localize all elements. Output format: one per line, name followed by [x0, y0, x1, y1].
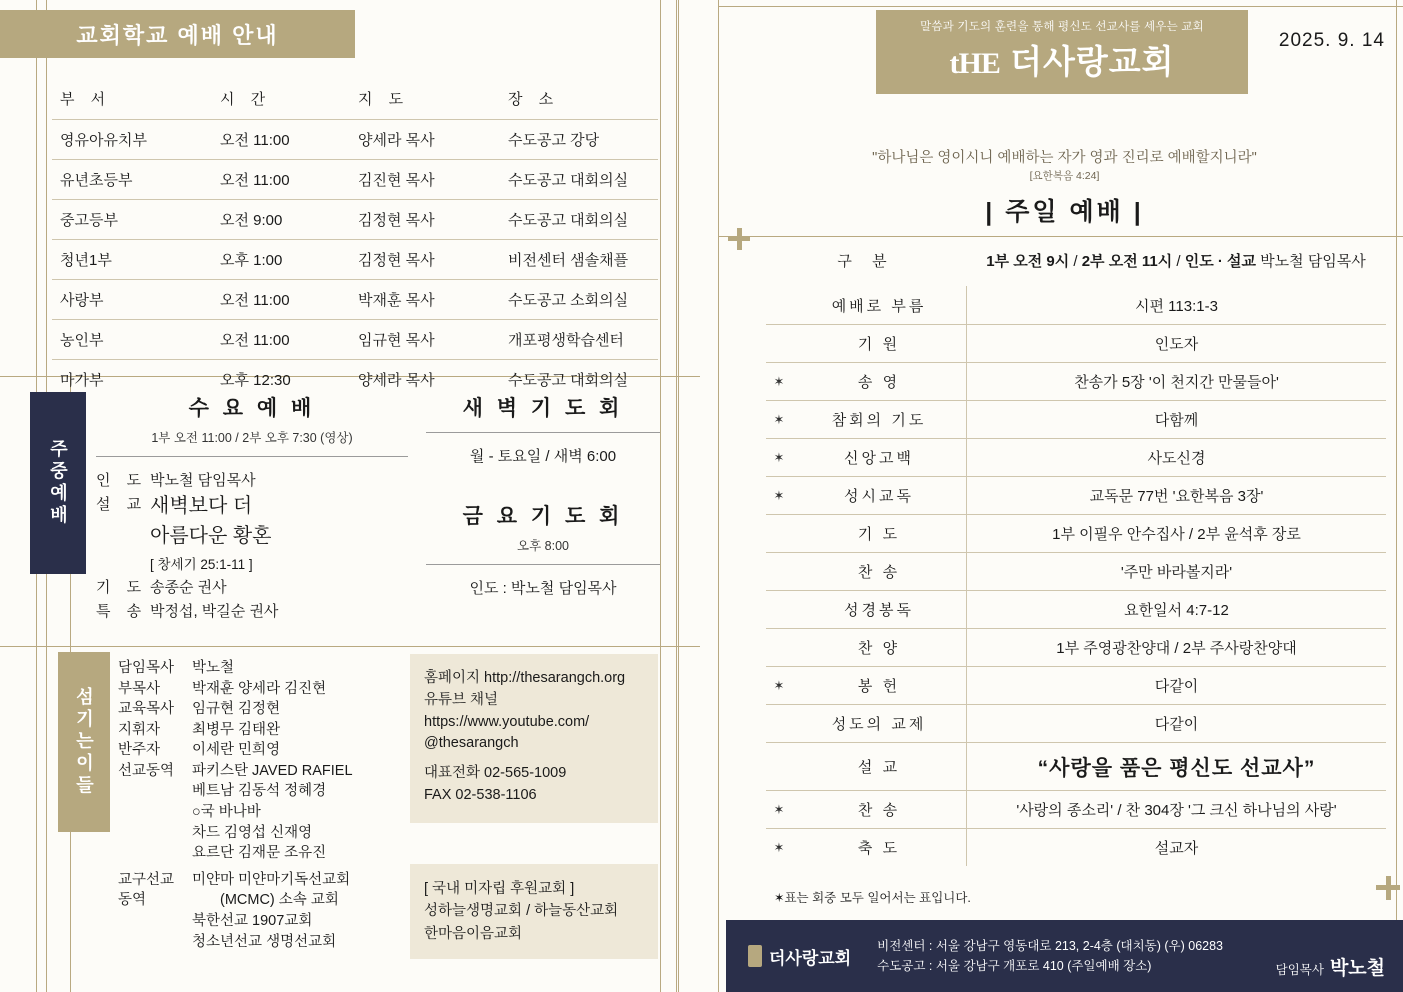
order-row — [766, 400, 1386, 438]
phone-number: 대표전화 02-565-1009 — [424, 765, 567, 781]
sermon-title: “사랑을 품은 평신도 선교사” — [1037, 756, 1316, 780]
cross-logo-icon — [748, 945, 762, 967]
list-item — [118, 761, 408, 782]
staff-role: 선교동역 — [118, 762, 175, 779]
order-label: 축 도 — [857, 840, 901, 857]
table-row — [52, 200, 658, 240]
worship-order-list — [766, 286, 1386, 866]
staff-role: 반주자 — [118, 742, 161, 759]
staff-role: 부목사 — [118, 680, 161, 697]
cell-leader: 임규현 목사 — [332, 320, 482, 360]
cell-place: 수도공고 대회의실 — [482, 200, 658, 240]
footer-pastor — [1276, 953, 1385, 980]
friday-prayer-leader: 인도 : 박노철 담임목사 — [469, 580, 617, 597]
wednesday-sermon-verse: [ 창세기 25:1-11 ] — [150, 557, 253, 572]
weekday-worship-tab: 주중예배 — [30, 392, 86, 574]
col-header-place: 장 소 — [508, 91, 560, 108]
order-value: 시편 113:1-3 — [1135, 297, 1218, 315]
staff-role: 지휘자 — [118, 721, 161, 738]
list-item — [118, 870, 408, 891]
friday-prayer-title: 금 요 기 도 회 — [462, 505, 624, 528]
cell-time: 오전 11:00 — [202, 320, 332, 360]
staff-list — [118, 658, 408, 952]
order-label: 봉 헌 — [857, 678, 901, 695]
staff-names: 박재훈 양세라 김진현 — [192, 680, 327, 697]
support-line-2: 한마음이음교회 — [424, 925, 523, 942]
brand-the-logo: tHE — [949, 47, 1000, 80]
prayer-meetings — [426, 392, 660, 598]
pastor-label: 담임목사 — [1275, 963, 1324, 977]
staff-names: 이세란 민희영 — [192, 742, 281, 759]
standing-marker: ✶ — [773, 801, 785, 817]
wednesday-leader-label: 인 도 — [96, 472, 148, 489]
order-row — [766, 362, 1386, 400]
divider — [426, 564, 660, 565]
wednesday-special-value: 박정섭, 박길순 권사 — [150, 603, 279, 620]
wednesday-leader — [96, 469, 408, 490]
pastor-name: 박노철 — [1329, 958, 1385, 979]
cell-time: 오전 9:00 — [202, 200, 332, 240]
footer-address — [877, 936, 1223, 976]
youtube-label: 유튜브 채널 — [424, 691, 499, 708]
district-value2: (MCMC) 소속 교회 — [220, 892, 339, 909]
cell-time: 오후 1:00 — [202, 240, 332, 280]
mission-partner: 베트남 김동석 정혜경 — [192, 783, 327, 800]
order-value: '사랑의 종소리' / 찬 304장 '그 크신 하나님의 사랑' — [1016, 802, 1337, 819]
list-item — [118, 699, 408, 720]
col-header-dept: 부 서 — [60, 91, 112, 108]
dawn-prayer-time: 월 - 토요일 / 새벽 6:00 — [469, 448, 617, 465]
order-label: 신앙고백 — [844, 450, 914, 467]
order-value: 사도신경 — [1147, 450, 1206, 467]
weekday-worship-block — [96, 392, 660, 640]
district-role: 교구선교 — [118, 871, 175, 888]
sep-1: / — [1069, 253, 1082, 270]
cell-leader: 양세라 목사 — [332, 120, 482, 160]
leader-name: 박노철 담임목사 — [1256, 253, 1366, 270]
divider — [426, 432, 660, 433]
wednesday-prayer-value: 송종순 권사 — [150, 579, 227, 596]
theme-verse: "하나님은 영이시니 예배하는 자가 영과 진리로 예배할지니라" — [872, 150, 1257, 166]
order-value: 1부 이필우 안수집사 / 2부 윤석후 장로 — [1052, 526, 1301, 543]
standing-marker: ✶ — [773, 487, 785, 503]
order-row — [766, 438, 1386, 476]
cell-leader: 김진현 목사 — [332, 160, 482, 200]
wednesday-title: 수 요 예 배 — [188, 397, 316, 420]
mission-partner: 차드 김영섭 신재영 — [192, 824, 313, 841]
order-row-sermon — [766, 742, 1386, 790]
list-item — [118, 890, 408, 911]
wednesday-leader-value: 박노철 담임목사 — [150, 472, 256, 489]
list-item — [118, 679, 408, 700]
cell-dept: 마가부 — [52, 360, 202, 400]
standing-marker: ✶ — [773, 677, 785, 693]
wednesday-sermon — [96, 493, 408, 520]
order-label: 찬 송 — [857, 564, 901, 581]
cell-dept: 사랑부 — [52, 280, 202, 320]
mission-partner: 청소년선교 생명선교회 — [192, 933, 337, 950]
wednesday-sermon-line2: 아름다운 황혼 — [150, 525, 272, 547]
order-value: '주만 바라볼지라' — [1120, 564, 1233, 581]
order-label: 기 도 — [857, 526, 901, 543]
list-item — [118, 720, 408, 741]
standing-marker: ✶ — [773, 839, 785, 855]
staff-role: 담임목사 — [118, 660, 175, 676]
order-value: 설교자 — [1154, 840, 1199, 857]
support-church-box — [410, 864, 658, 959]
order-row — [766, 790, 1386, 828]
table-row — [52, 240, 658, 280]
staff-role: 교육목사 — [118, 701, 175, 718]
wednesday-special-label: 특 송 — [96, 603, 148, 620]
order-value: 다같이 — [1154, 678, 1199, 695]
cell-place: 수도공고 대회의실 — [482, 360, 658, 400]
order-header-category: 구 분 — [837, 253, 895, 270]
friday-prayer-time: 오후 8:00 — [517, 539, 569, 553]
order-row — [766, 552, 1386, 590]
brand-church-name: 더사랑교회 — [1010, 43, 1175, 80]
wednesday-prayer-label: 기 도 — [96, 579, 148, 596]
list-item — [118, 740, 408, 761]
church-brand-banner — [876, 10, 1248, 94]
order-row — [766, 590, 1386, 628]
cell-dept: 농인부 — [52, 320, 202, 360]
wednesday-sermon-line1: 새벽보다 더 — [150, 495, 253, 517]
youtube-url[interactable]: https://www.youtube.com/ — [424, 713, 590, 730]
order-value: 다함께 — [1154, 412, 1199, 429]
bulletin-date: 2025. 9. 14 — [1278, 30, 1385, 51]
service-time-2: 2부 오전 11시 — [1081, 253, 1173, 270]
wednesday-subtitle: 1부 오전 11:00 / 2부 오후 7:30 (영상) — [151, 431, 353, 445]
cell-dept: 중고등부 — [52, 200, 202, 240]
cell-dept: 유년초등부 — [52, 160, 202, 200]
order-value: 찬송가 5장 '이 천지간 만물들아' — [1074, 374, 1279, 391]
cell-place: 수도공고 소회의실 — [482, 280, 658, 320]
service-time-1: 1부 오전 9시 — [986, 253, 1070, 270]
list-item — [118, 658, 408, 679]
table-row — [52, 160, 658, 200]
table-row — [52, 280, 658, 320]
mission-partner: ○국 바나바 — [192, 804, 261, 821]
order-header-times — [966, 250, 1386, 271]
order-label: 송 영 — [857, 374, 901, 391]
address-line-1: 비전센터 : 서울 강남구 영동대로 213, 2-4층 (대치동) (우) 06283 — [877, 939, 1224, 953]
order-row — [766, 666, 1386, 704]
cell-dept: 청년1부 — [52, 240, 202, 280]
order-label: 찬 송 — [857, 802, 901, 819]
mission-partner: 요르단 김재문 조유진 — [192, 845, 327, 862]
cell-time: 오전 11:00 — [202, 160, 332, 200]
standing-note: ✶표는 회중 모두 일어서는 표입니다. — [774, 891, 971, 905]
cell-place: 수도공고 대회의실 — [482, 160, 658, 200]
servants-tab: 섬기는이들 — [58, 652, 110, 832]
brand-name-row — [950, 36, 1175, 83]
cell-place: 수도공고 강당 — [482, 120, 658, 160]
order-label: 예배로 부름 — [831, 297, 927, 315]
wednesday-worship — [96, 392, 408, 624]
order-label: 성경봉독 — [844, 602, 914, 619]
dawn-prayer-title: 새 벽 기 도 회 — [462, 397, 624, 420]
col-header-leader: 지 도 — [358, 91, 410, 108]
spacer — [96, 523, 150, 550]
order-value: 다같이 — [1154, 716, 1199, 733]
order-label: 참회의 기도 — [831, 412, 927, 429]
cell-leader: 김정현 목사 — [332, 240, 482, 280]
wednesday-sermon-label: 설 교 — [96, 496, 148, 513]
order-row — [766, 476, 1386, 514]
order-row — [766, 704, 1386, 742]
cell-leader: 양세라 목사 — [332, 360, 482, 400]
cell-leader: 박재훈 목사 — [332, 280, 482, 320]
support-title: [ 국내 미자립 후원교회 ] — [424, 881, 575, 897]
wednesday-sermon2 — [96, 523, 408, 550]
col-header-time: 시 간 — [220, 91, 272, 108]
district-value: 미얀마 미얀마기독선교회 — [192, 871, 351, 888]
wednesday-sermon-verse-row — [96, 553, 408, 573]
order-header — [766, 250, 1386, 271]
order-row — [766, 828, 1386, 866]
contact-box — [410, 654, 658, 823]
cell-place: 비전센터 샘솔채플 — [482, 240, 658, 280]
standing-marker: ✶ — [773, 373, 785, 389]
order-label: 성도의 교제 — [831, 716, 927, 733]
right-panel — [726, 0, 1403, 992]
order-value: 인도자 — [1154, 336, 1199, 353]
youtube-handle[interactable]: @thesarangch — [424, 735, 519, 752]
theme-verse-reference: [요한복음 4:24] — [1029, 170, 1100, 182]
cell-time: 오후 12:30 — [202, 360, 332, 400]
church-school-title: 교회학교 예배 안내 — [0, 10, 355, 58]
footer-bar — [726, 920, 1403, 992]
staff-names: 최병무 김태완 — [192, 721, 281, 738]
cell-dept: 영유아유치부 — [52, 120, 202, 160]
guide-line-v7 — [718, 0, 719, 992]
spacer — [96, 553, 150, 573]
table-row — [52, 120, 658, 160]
cell-place: 개포평생학습센터 — [482, 320, 658, 360]
order-label: 설 교 — [857, 759, 901, 776]
staff-names: 박노철 — [192, 660, 235, 676]
standing-marker: ✶ — [773, 449, 785, 465]
order-row — [766, 324, 1386, 362]
order-label: 성시교독 — [844, 488, 914, 505]
sep-2: / — [1172, 253, 1185, 270]
order-label: 찬 양 — [857, 640, 901, 657]
order-value: 요한일서 4:7-12 — [1124, 602, 1229, 619]
order-row — [766, 628, 1386, 666]
order-label: 기 원 — [857, 336, 901, 353]
district-role2: 동역 — [118, 892, 147, 909]
sunday-worship-title: | 주일 예배 | — [985, 198, 1144, 226]
homepage-link[interactable]: 홈페이지 http://thesarangch.org — [424, 670, 626, 686]
address-line-2: 수도공고 : 서울 강남구 개포로 410 (주일예배 장소) — [877, 959, 1152, 973]
church-school-table — [52, 82, 658, 399]
mission-partner: 북한선교 1907교회 — [192, 912, 313, 929]
table-row — [52, 320, 658, 360]
footer-church-name: 더사랑교회 — [769, 948, 852, 968]
cell-leader: 김정현 목사 — [332, 200, 482, 240]
order-value: 교독문 77번 '요한복음 3장' — [1089, 488, 1264, 505]
table-header-row — [52, 82, 658, 120]
cell-time: 오전 11:00 — [202, 120, 332, 160]
order-value: 1부 주영광찬양대 / 2부 주사랑찬양대 — [1056, 640, 1297, 657]
order-row — [766, 514, 1386, 552]
cell-time: 오전 11:00 — [202, 280, 332, 320]
support-line-1: 성하늘생명교회 / 하늘동산교회 — [424, 903, 619, 920]
leader-label: 인도 · 설교 — [1184, 253, 1257, 270]
left-panel — [0, 0, 700, 992]
footer-logo — [748, 944, 851, 969]
wednesday-prayer — [96, 576, 408, 597]
order-row — [766, 286, 1386, 324]
staff-names: 임규현 김정현 — [192, 701, 281, 718]
wednesday-special — [96, 600, 408, 621]
brand-tagline: 말씀과 기도의 훈련을 통해 평신도 선교사를 세우는 교회 — [920, 21, 1204, 33]
staff-names: 파키스탄 JAVED RAFIEL — [192, 762, 353, 779]
divider — [96, 456, 408, 457]
standing-marker: ✶ — [773, 411, 785, 427]
fax-number: FAX 02-538-1106 — [424, 786, 537, 803]
